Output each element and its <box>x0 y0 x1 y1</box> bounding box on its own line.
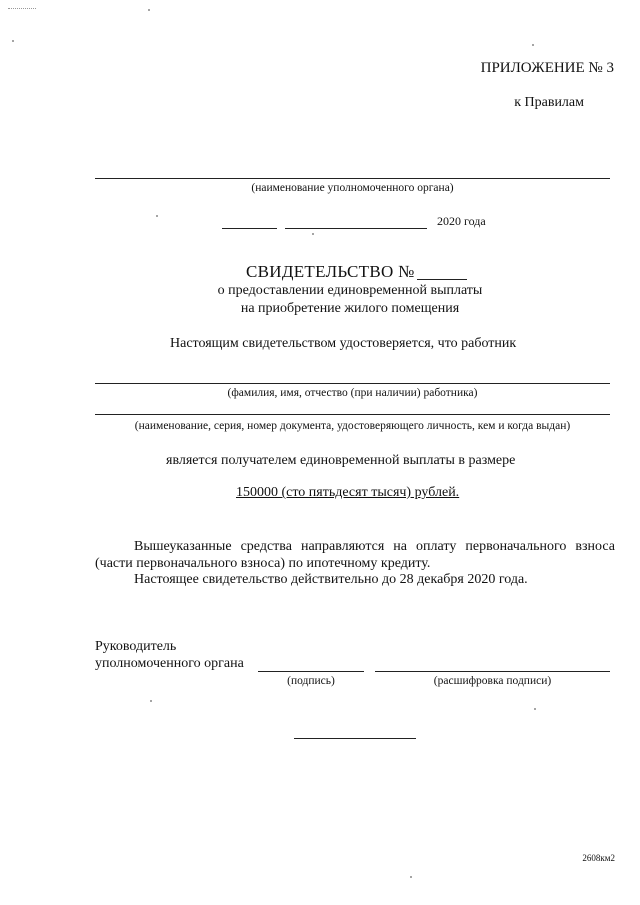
body-paragraph-2: Настоящее свидетельство действительно до 28 декабря 2020 года. <box>134 572 528 587</box>
appendix-reference: к Правилам <box>514 95 584 110</box>
scan-mark <box>8 8 36 9</box>
bottom-separator <box>294 738 416 739</box>
scan-speck <box>156 215 158 217</box>
scan-speck <box>534 708 536 710</box>
scan-speck <box>150 700 152 702</box>
signature-role-2: уполномоченного органа <box>95 656 244 671</box>
scan-speck <box>12 40 14 42</box>
signature-line <box>258 671 364 672</box>
date-month-line <box>285 228 427 229</box>
certificate-intro: Настоящим свидетельством удостоверяется, что работник <box>170 336 517 351</box>
body-paragraph-1 <box>95 538 615 572</box>
date-day-line <box>222 228 277 229</box>
issuer-caption: (наименование уполномоченного органа) <box>251 182 454 194</box>
footer-code: 2608км2 <box>582 853 615 863</box>
certificate-title: СВИДЕТЕЛЬСТВО № <box>246 262 415 281</box>
employee-document-caption: (наименование, серия, номер документа, удостоверяющего личность, кем и когда выдан) <box>134 420 571 432</box>
body-paragraph-1-text: Вышеуказанные средства направляются на оплату первоначального взноса (части первоначального взноса) по ипотечному кредиту. <box>95 539 615 571</box>
scan-speck <box>312 233 314 235</box>
certificate-number-line <box>417 279 467 280</box>
certificate-subtitle-2: на приобретение жилого помещения <box>240 301 460 316</box>
scan-speck <box>410 876 412 878</box>
employee-name-caption: (фамилия, имя, отчество (при наличии) работника) <box>227 387 478 399</box>
scan-speck <box>148 9 150 11</box>
employee-document-line <box>95 414 610 415</box>
issuer-line <box>95 178 610 179</box>
scan-speck <box>532 44 534 46</box>
certificate-subtitle-1: о предоставлении единовременной выплаты <box>217 283 483 298</box>
signature-decoding-line <box>375 671 610 672</box>
signature-decoding-caption: (расшифровка подписи) <box>433 675 552 687</box>
signature-role-1: Руководитель <box>95 639 177 654</box>
payment-recipient-text: является получателем единовременной выплаты в размере <box>166 453 516 468</box>
signature-caption: (подпись) <box>287 675 335 687</box>
employee-name-line <box>95 383 610 384</box>
payment-amount: 150000 (сто пятьдесят тысяч) рублей. <box>236 485 460 500</box>
date-year: 2020 года <box>437 214 486 228</box>
appendix-number: ПРИЛОЖЕНИЕ № 3 <box>480 60 614 76</box>
